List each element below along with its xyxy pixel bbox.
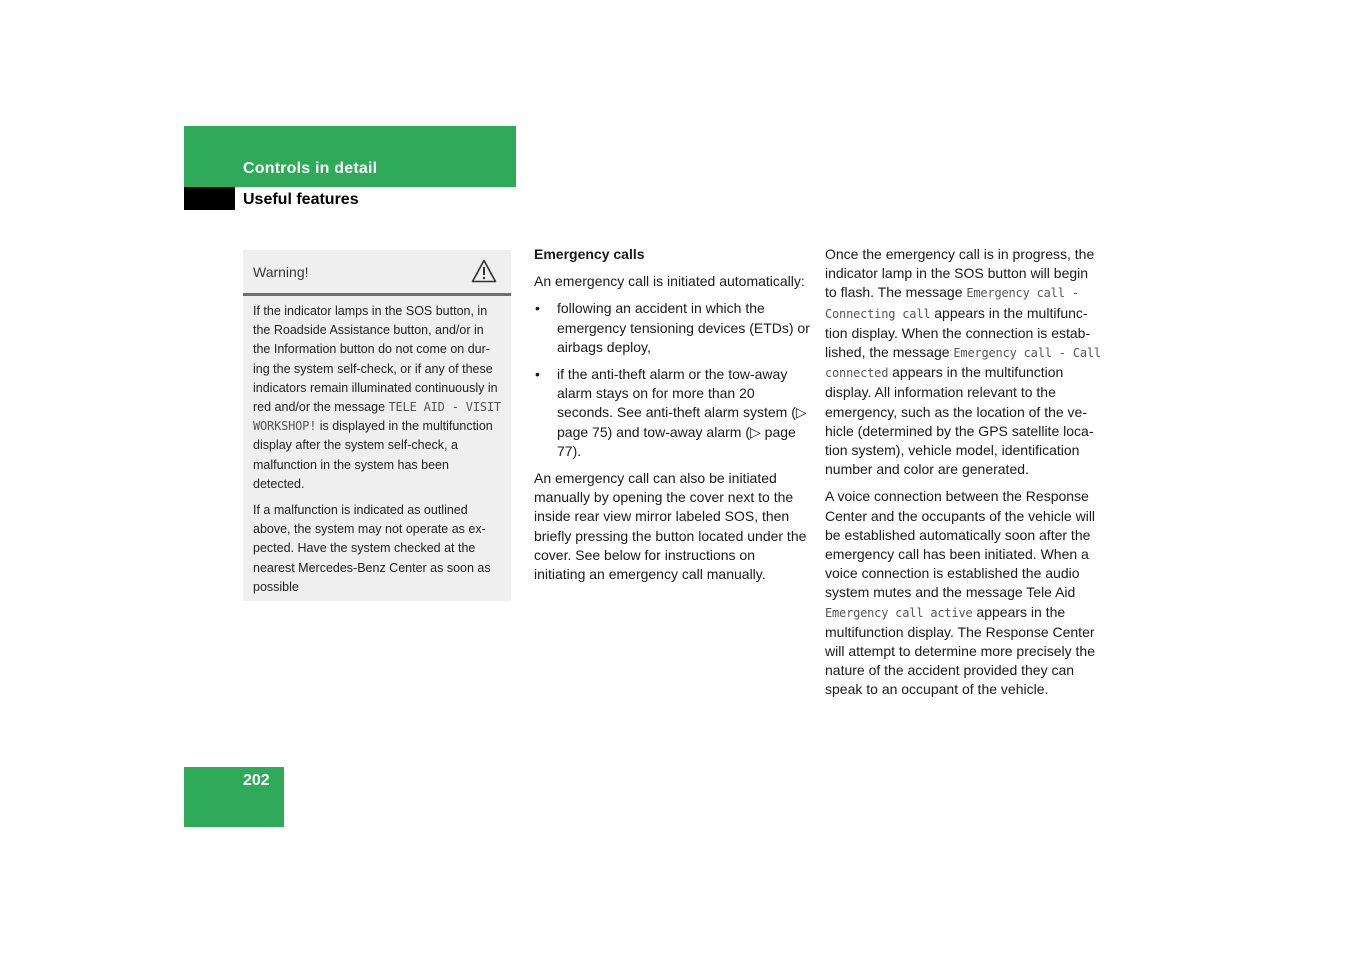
manual-call-paragraph: An emergency call can also be initiated manually by opening the cover next to the inside rear view mirror labeled SOS, then briefly pressing the button located under the cover. See below for instructions on initiating an emergency call manually. (534, 470, 807, 583)
column-emergency-calls (534, 245, 810, 592)
section-title: Controls in detail (243, 160, 378, 177)
subsection-marker (184, 187, 235, 210)
column-call-progress (825, 245, 1101, 708)
list-item: • following an accident in which the emergency tensioning devices (ETDs) or airbags deploy, (535, 300, 810, 355)
warning-paragraph-2: If a malfunction is indicated as outlined above, the system may not operate as expected. Have the system checked at the nearest Mercedes-Benz Center as soon as possible (253, 503, 491, 594)
warning-body (243, 296, 511, 597)
warning-label: Warning! (253, 264, 309, 280)
page-ref-arrow-icon: ▷ (795, 404, 807, 421)
page-ref-arrow-icon: ▷ (750, 423, 761, 440)
subsection-title: Useful features (243, 191, 359, 208)
trigger-list (534, 299, 810, 461)
display-message-code: Emergency call active (825, 605, 973, 620)
warning-box (243, 250, 511, 601)
emergency-calls-heading: Emergency calls (534, 246, 645, 262)
intro-paragraph: An emergency call is initiated automatically: (534, 273, 805, 290)
call-progress-paragraph: Once the emergency call is in progress, the indicator lamp in the SOS button will begin to flash. The message Emergency call - Connecting call appears in the multifunction display. When the connection is established, the message Emergency call - Call connected appears in the multifunction display. All information relevant to the emergency, such as the location of the vehicle (determined by the GPS satellite location system), vehicle model, identification number and color are generated. (825, 246, 1101, 478)
display-message-code: Emergency call - Call connected (825, 346, 1101, 381)
list-item: • if the anti-theft alarm or the tow-away alarm stays on for more than 20 seconds. See anti-theft alarm system (▷ page 75) and tow-away alarm (▷ page 77). (535, 366, 807, 459)
display-message-code: Emergency call - Connecting call (825, 286, 1079, 321)
voice-connection-paragraph: A voice connection between the Response Center and the occupants of the vehicle will be established automatically soon after the emergency call has been initiated. When a voice connection is established the audio system mutes and the message Tele Aid Emergency call active appears in the multifunction display. The Response Center will attempt to determine more precisely the nature of the accident provided they can speak to an occupant of the vehicle. (825, 488, 1096, 698)
page-number: 202 (243, 772, 270, 789)
warning-triangle-icon (471, 259, 497, 283)
bullet-icon: • (535, 366, 540, 383)
display-message-code: TELE AID - VISIT WORKSHOP! (253, 400, 501, 434)
warning-paragraph-1: If the indicator lamps in the SOS button, in the Roadside Assistance button, and/or in the Information button do not come on during the system self-check, or if any of these indicators remain illuminated continuously in red and/or the message TELE AID - VISIT WORKSHOP! is displayed in the multifunction display after the system self-check, a malfunction in the system has been detected. (253, 304, 501, 491)
bullet-icon: • (535, 300, 540, 317)
warning-header (243, 250, 511, 296)
